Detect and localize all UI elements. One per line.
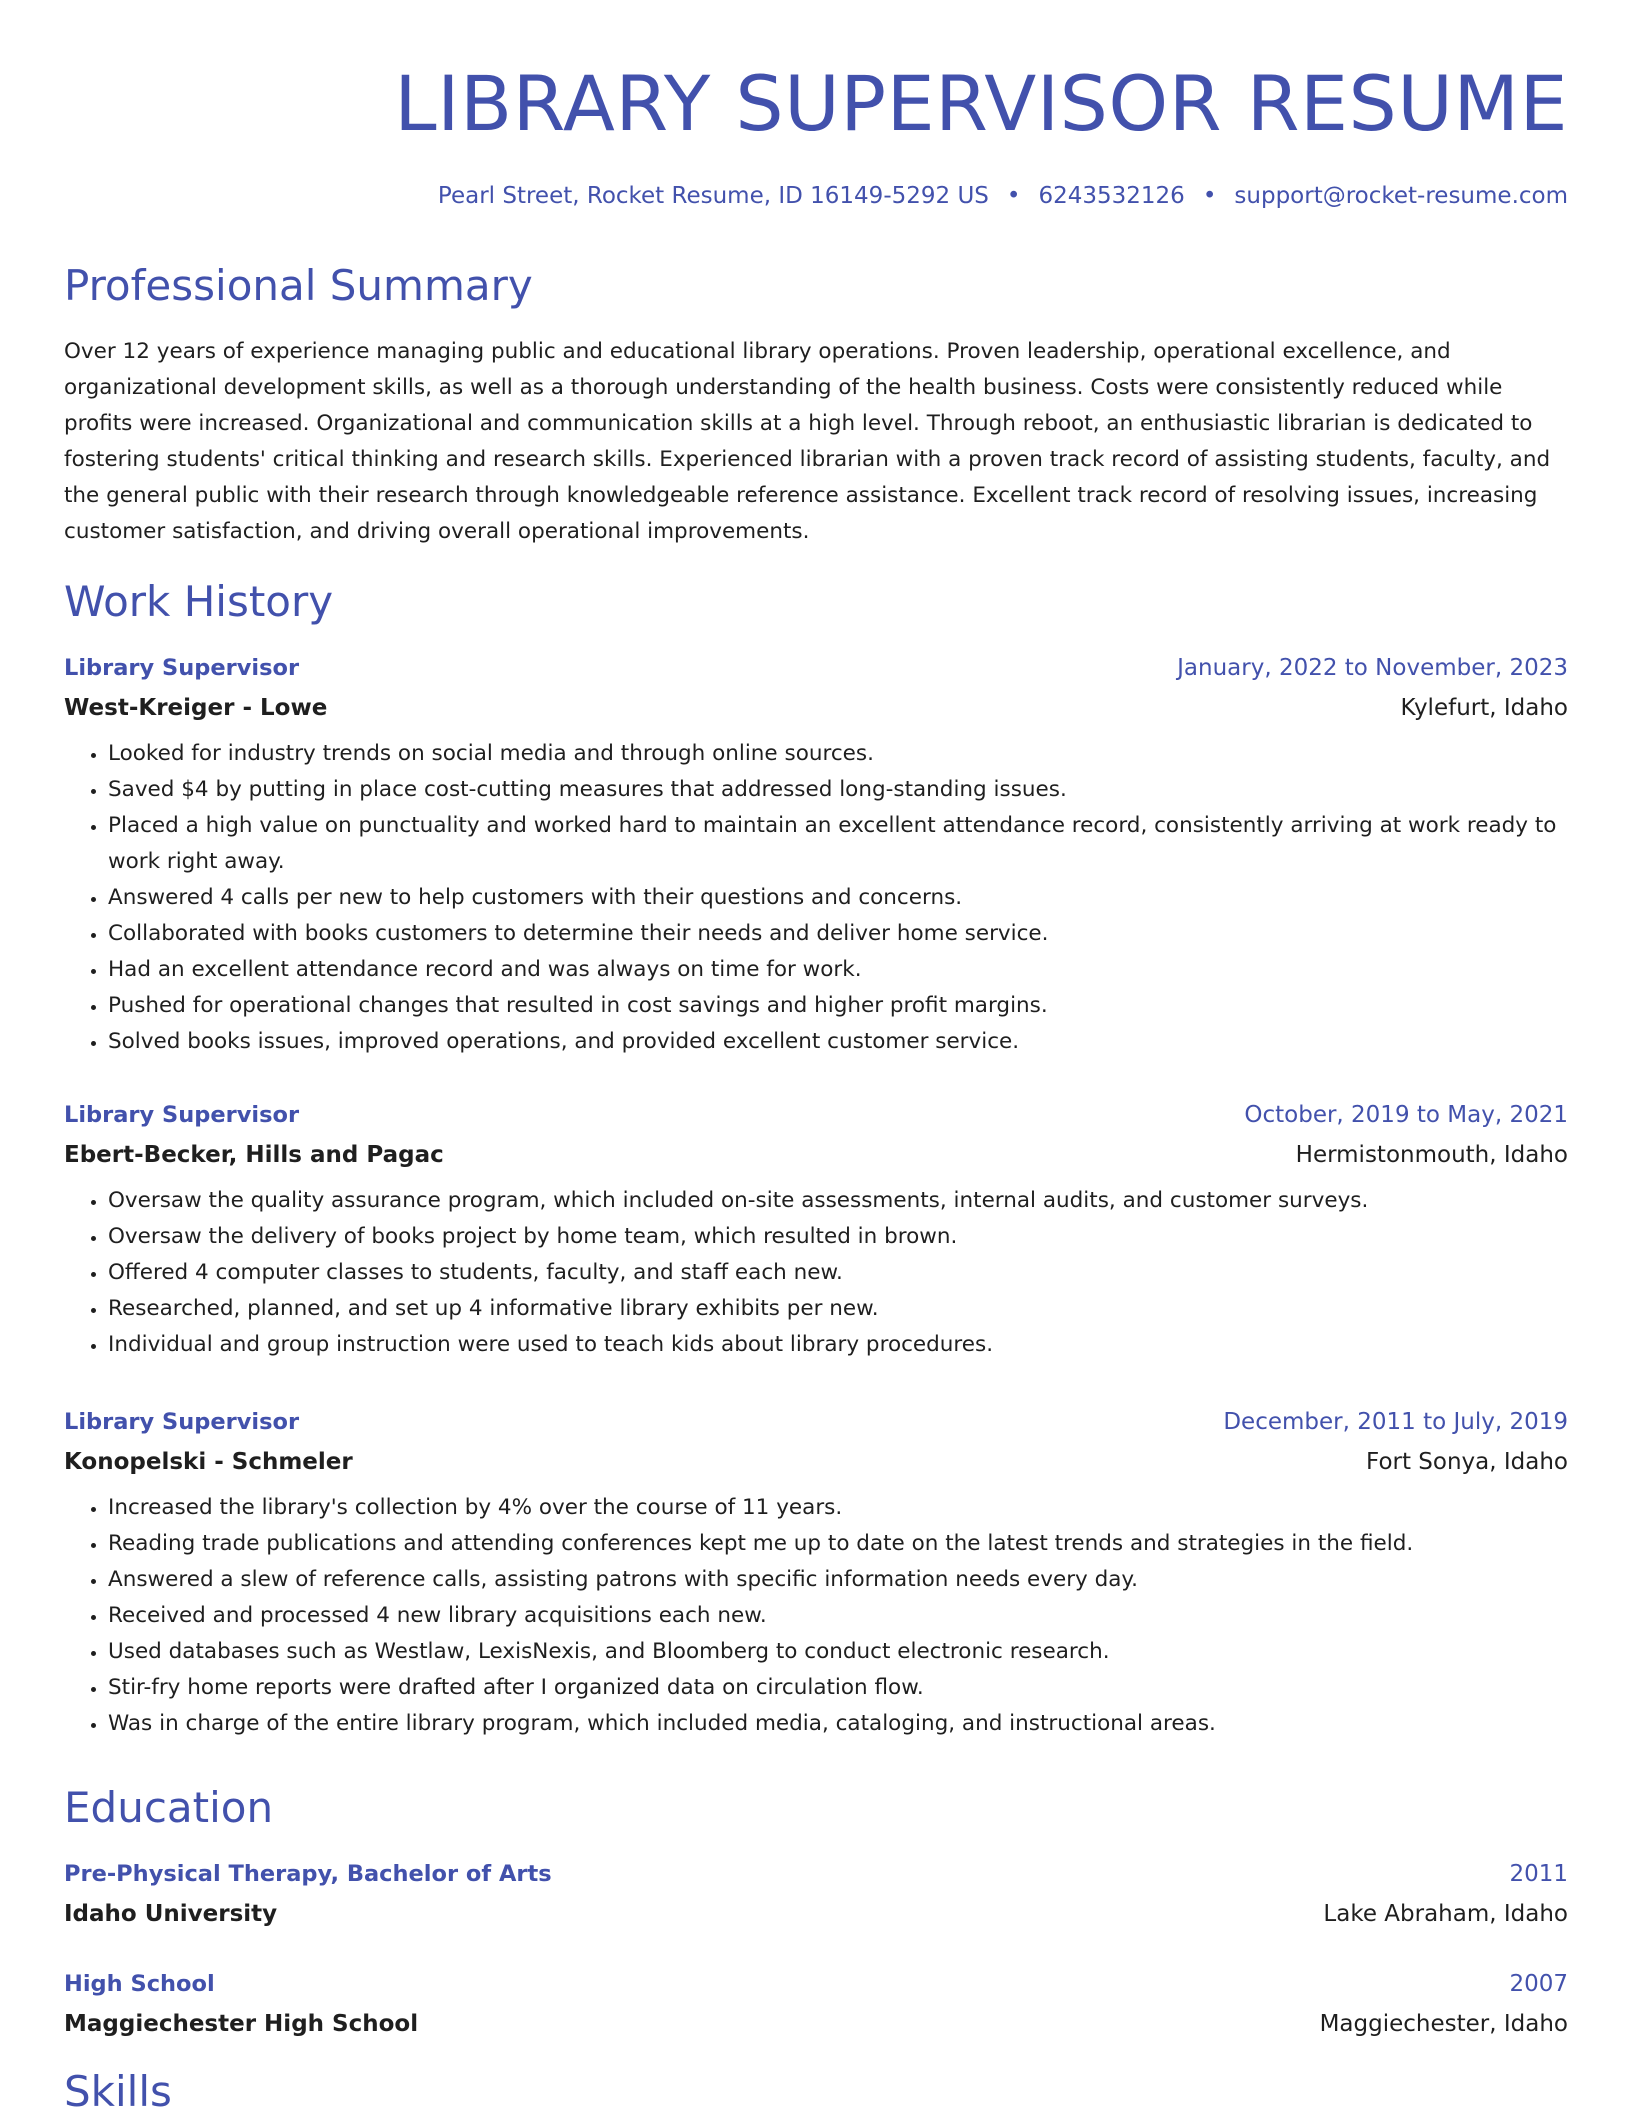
job-bullet: • Was in charge of the entire library program, which included media, cataloging, and instructional areas. [108, 1706, 1568, 1742]
contact-email: support@rocket-resume.com [1234, 183, 1568, 209]
job-location: Kylefurt, Idaho [1400, 695, 1568, 721]
section-heading-summary: Professional Summary [64, 261, 533, 310]
job-bullet: • Used databases such as Westlaw, LexisNexis, and Bloomberg to conduct electronic research. [108, 1634, 1568, 1670]
contact-separator: • [1202, 183, 1217, 209]
job-header-row [64, 648, 1568, 688]
job-role: Library Supervisor [64, 655, 300, 681]
job-bullet: • Looked for industry trends on social media and through online sources. [108, 736, 1568, 772]
job-bullets [64, 736, 1568, 1060]
contact-phone: 6243532126 [1038, 183, 1185, 209]
contact-separator: • [1006, 183, 1021, 209]
job-entry [64, 648, 1568, 1060]
job-bullet: • Solved books issues, improved operations, and provided excellent customer service. [108, 1024, 1568, 1060]
job-dates: October, 2019 to May, 2021 [1244, 1102, 1568, 1128]
job-bullets [64, 1490, 1568, 1742]
job-company-row [64, 1442, 1568, 1482]
job-bullets [64, 1183, 1568, 1363]
section-heading-education: Education [64, 1783, 274, 1832]
education-entry [64, 1854, 1568, 1934]
job-company-row [64, 688, 1568, 728]
education-entry [64, 1964, 1568, 2044]
education-location: Lake Abraham, Idaho [1323, 1901, 1568, 1927]
job-bullet: • Oversaw the delivery of books project by home team, which resulted in brown. [108, 1219, 1568, 1255]
education-header-row [64, 1964, 1568, 2004]
job-company-row [64, 1135, 1568, 1175]
resume-title: LIBRARY SUPERVISOR RESUME [394, 59, 1568, 148]
summary-text: Over 12 years of experience managing public and educational library operations. Proven leadership, operational excellence, and organizational development skills, as well as a thorough understanding of the health business. Costs were consistently reduced while profits were increased. Organizational and communication skills at a high level. Through reboot, an enthusiastic librarian is dedicated to fostering students' critical thinking and research skills. Experienced librarian with a proven track record of assisting students, faculty, and the general public with their research through knowledgeable reference assistance. Excellent track record of resolving issues, increasing customer satisfaction, and driving overall operational improvements. [64, 339, 1551, 544]
job-bullet: • Answered 4 calls per new to help customers with their questions and concerns. [108, 880, 1568, 916]
education-header-row [64, 1854, 1568, 1894]
job-bullet: • Oversaw the quality assurance program, which included on-site assessments, internal audits, and customer surveys. [108, 1183, 1568, 1219]
section-heading-work-history: Work History [64, 577, 334, 626]
job-bullet: • Offered 4 computer classes to students, faculty, and staff each new. [108, 1255, 1568, 1291]
education-school: Idaho University [64, 1901, 278, 1927]
job-bullet: • Individual and group instruction were used to teach kids about library procedures. [108, 1327, 1568, 1363]
education-degree: Pre-Physical Therapy, Bachelor of Arts [64, 1861, 552, 1887]
job-company: Ebert-Becker, Hills and Pagac [64, 1142, 444, 1168]
education-year: 2007 [1509, 1971, 1568, 1997]
job-role: Library Supervisor [64, 1102, 300, 1128]
job-bullet: • Answered a slew of reference calls, assisting patrons with specific information needs every day. [108, 1562, 1568, 1598]
education-location: Maggiechester, Idaho [1319, 2011, 1568, 2037]
job-bullet: • Saved $4 by putting in place cost-cutting measures that addressed long-standing issues. [108, 772, 1568, 808]
education-school-row [64, 2004, 1568, 2044]
job-role: Library Supervisor [64, 1409, 300, 1435]
job-bullet: • Placed a high value on punctuality and worked hard to maintain an excellent attendance record, consistently arriving at work ready to work right away. [108, 808, 1568, 880]
job-dates: January, 2022 to November, 2023 [1177, 655, 1568, 681]
education-year: 2011 [1509, 1861, 1568, 1887]
job-bullet: • Researched, planned, and set up 4 informative library exhibits per new. [108, 1291, 1568, 1327]
job-bullet: • Pushed for operational changes that resulted in cost savings and higher profit margins. [108, 988, 1568, 1024]
job-bullet: • Collaborated with books customers to determine their needs and deliver home service. [108, 916, 1568, 952]
job-dates: December, 2011 to July, 2019 [1223, 1409, 1568, 1435]
job-entry [64, 1095, 1568, 1363]
job-bullet: • Increased the library's collection by 4% over the course of 11 years. [108, 1490, 1568, 1526]
education-school: Maggiechester High School [64, 2011, 419, 2037]
contact-address: Pearl Street, Rocket Resume, ID 16149-5292 US [437, 183, 989, 209]
education-degree: High School [64, 1971, 215, 1997]
education-school-row [64, 1894, 1568, 1934]
job-company: West-Kreiger - Lowe [64, 695, 328, 721]
job-company: Konopelski - Schmeler [64, 1449, 353, 1475]
job-bullet: • Received and processed 4 new library acquisitions each new. [108, 1598, 1568, 1634]
job-bullet: • Stir-fry home reports were drafted after I organized data on circulation flow. [108, 1670, 1568, 1706]
job-entry [64, 1402, 1568, 1742]
job-header-row [64, 1402, 1568, 1442]
job-header-row [64, 1095, 1568, 1135]
job-location: Fort Sonya, Idaho [1366, 1449, 1568, 1475]
section-heading-skills: Skills [64, 2067, 172, 2116]
contact-line [438, 180, 1568, 212]
job-location: Hermistonmouth, Idaho [1295, 1142, 1568, 1168]
job-bullet: • Had an excellent attendance record and was always on time for work. [108, 952, 1568, 988]
job-bullet: • Reading trade publications and attending conferences kept me up to date on the latest trends and strategies in the field. [108, 1526, 1568, 1562]
